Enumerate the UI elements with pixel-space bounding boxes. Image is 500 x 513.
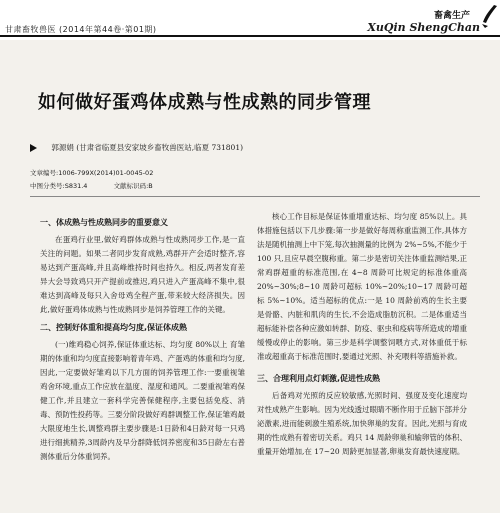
brand-en: XuQin ShengChan xyxy=(367,21,480,34)
paragraph: (一)维鸡稳心饲养,保证体重达标、均匀度 80%以上 育雏期的体重和均匀度直接影响着青年鸡、产蛋鸡的体重和均匀度,因此,一定要做好雏鸡以下几方面的饲养管理工作:一要重视雏鸡舍环境,重点工作应放在温度、湿度和通风。二要重视雏鸡保健工作,并且建立一套科学完善保健程序,主要包括免疫、消毒、预防性投药等。三要分阶段做好鸡群调整工作,保证雏鸡最大限度地生长,调整鸡群主要步骤是:1日龄和4日龄对每一只鸡进行细挑精养,3周龄内及早分群降低饲养密度和35日龄左右普测体重后分体重饲养。 xyxy=(40,340,245,461)
clc-number: 中图分类号:S831.4 xyxy=(30,182,88,190)
article-title: 如何做好蛋鸡体成熟与性成熟的同步管理 xyxy=(38,92,371,113)
brand-cn: 畜禽生产 xyxy=(433,11,470,21)
meta-divider xyxy=(30,196,480,197)
paragraph: 后备鸡对光照的反应较敏感,光照时间、强度及变化速度均对性成熟产生影响。因为光线透过眼睛不断作用于丘脑下部并分泌激素,进而能刺激生殖系统,加快卵巢的发育。因此,光照与育成期的性成熟有着密切关系。鸡只 14 周龄卵巢和输卵管的体积、重量开始增加,在 17~20 周龄更加显著,卵巢发育最快速度期。 xyxy=(257,391,467,456)
doc-code: 文献标识码:B xyxy=(113,182,153,190)
author-text: 郭源娟 (甘肃省临夏县安家坡乡畜牧兽医站,临夏 731801) xyxy=(51,143,244,152)
paragraph: 核心工作目标是保证体重增重达标、均匀度 85%以上。具体措施包括以下几步骤:第一步是做好每周称重监测工作,具体方法是随机抽测上中下笼,每次抽测量的比例为 2%~5%,不能少于 100 只,且应早晨空腹称重。第二步是密切关注体重监测结果,正常鸡群超重的标准范围,在 4~8 周龄可比规定的标准体重高 20%~30%;8~10 周龄可超标 10%~20%;10~17 周龄可超标 5%~10%。适当超标的优点:一是 10 周龄前鸡的生长主要是骨骼、内脏和肌肉的生长,不会造成脂肪沉积。二是体重适当超标能补偿各种应激如转群、防疫、驱虫和疫病等所造成的增重缓慢或停止的影响。第三步是科学调整饲喂方式,对体重低于标准或超重高于标准范围时,要通过光照、补充喂料等措施补救。 xyxy=(257,212,467,361)
brush-logo-icon xyxy=(480,4,498,28)
section-heading-1: 一、体成熟与性成熟同步的重要意义 xyxy=(40,218,168,227)
author-line xyxy=(30,142,243,153)
right-column xyxy=(257,210,467,459)
header-rule xyxy=(0,35,500,37)
paragraph: 在蛋鸡行业里,做好鸡群体成熟与性成熟同步工作,是一直关注的问题。如果二者同步发育成熟,鸡群开产会适时整齐,容易达到产蛋高峰,并且高峰维持时间也持久。相反,两者发育差异大会导致鸡只开产提前或推迟,鸡只进入产蛋高峰不集中,很难达到高峰及每只入舍母鸡全程产蛋,带来较大经济损失。因此,做好蛋鸡体成熟与性成熟同步是饲养管理工作的关键。 xyxy=(40,235,245,314)
article-number: 文章编号:1006-799X(2014)01-0045-02 xyxy=(30,169,154,177)
triangle-marker-icon xyxy=(30,144,37,152)
page-header xyxy=(0,0,500,40)
classification xyxy=(30,181,153,190)
journal-info: 甘肃畜牧兽医 (2014年第44卷·第01期) xyxy=(5,25,157,34)
section-heading-3: 三、合理利用点灯刺激,促进性成熟 xyxy=(257,374,381,383)
section-heading-2: 二、控制好体重和提高均匀度,保证体成熟 xyxy=(40,323,188,332)
section-brand xyxy=(367,8,492,34)
left-column xyxy=(40,212,245,464)
